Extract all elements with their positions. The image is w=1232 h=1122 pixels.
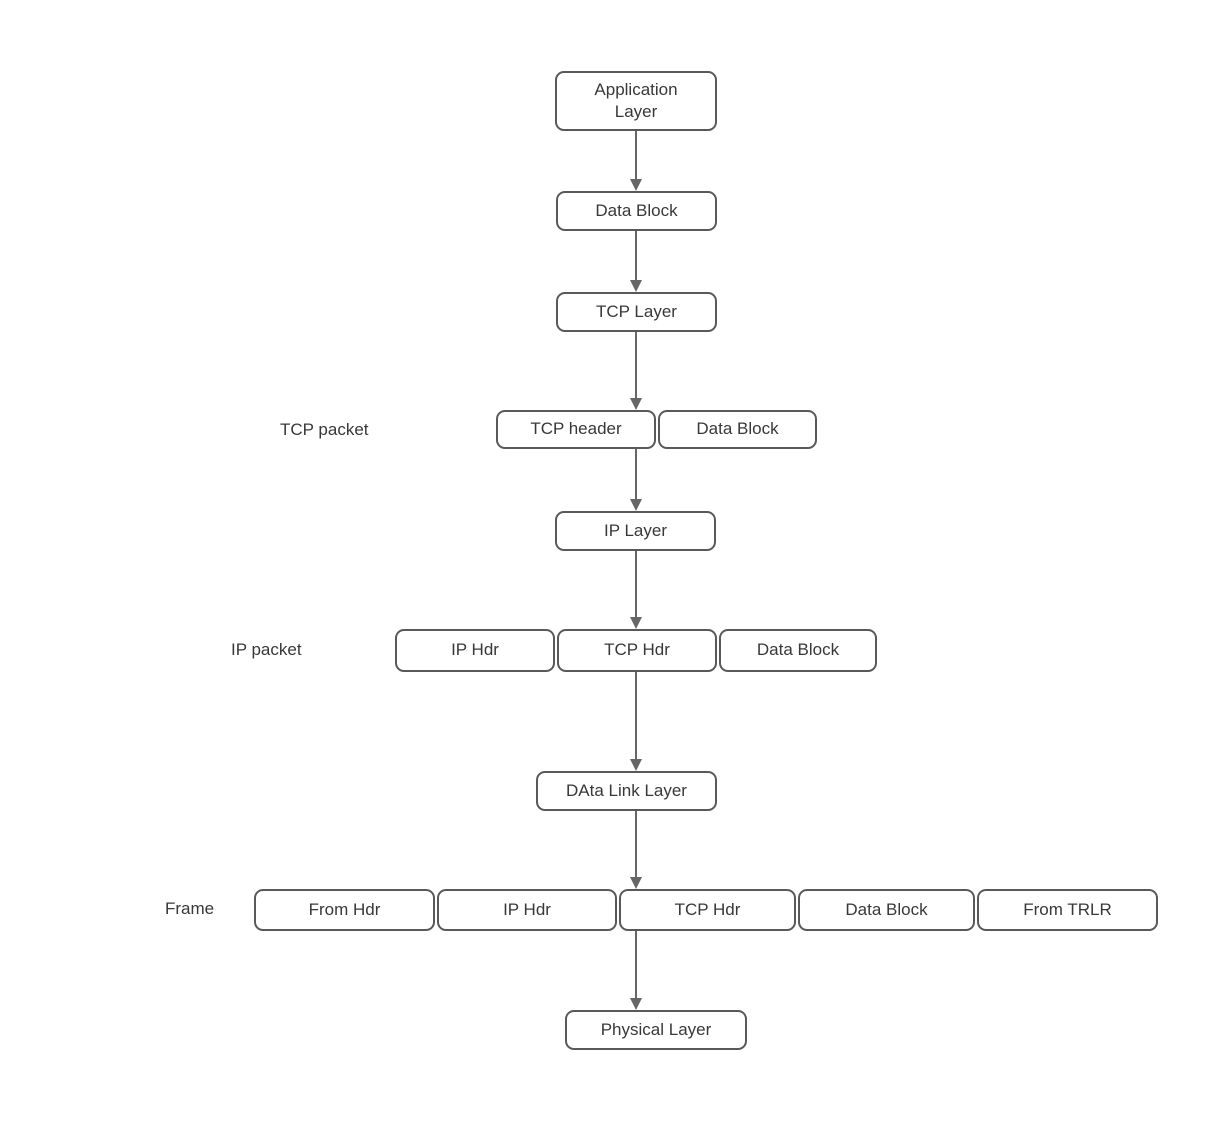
arrow-frame-to-physical [635,931,637,998]
node-tcp-packet-data-block: Data Block [658,410,817,449]
label-ip-packet: IP packet [231,640,302,659]
arrow-application-to-datablock [635,131,637,179]
label-tcp-packet: TCP packet [280,420,369,439]
label-frame: Frame [165,899,215,918]
arrow-datalink-to-frame [635,811,637,877]
arrow-tcplayer-to-tcppacket [635,332,637,398]
node-ip-hdr: IP Hdr [395,629,555,672]
arrow-ippacket-to-datalink [635,672,637,759]
node-data-link-layer: DAta Link Layer [536,771,717,811]
node-ip-layer: IP Layer [555,511,716,551]
node-ip-packet-tcp-hdr: TCP Hdr [557,629,717,672]
arrow-datablock-to-tcplayer [635,231,637,280]
node-ip-packet-data-block: Data Block [719,629,877,672]
node-tcp-header: TCP header [496,410,656,449]
node-frame-ip-hdr: IP Hdr [437,889,617,931]
arrow-tcppacket-to-iplayer [635,449,637,499]
node-frame-from-hdr: From Hdr [254,889,435,931]
node-tcp-layer: TCP Layer [556,292,717,332]
node-physical-layer: Physical Layer [565,1010,747,1050]
node-frame-tcp-hdr: TCP Hdr [619,889,796,931]
arrow-iplayer-to-ippacket [635,551,637,617]
node-data-block: Data Block [556,191,717,231]
node-frame-data-block: Data Block [798,889,975,931]
node-frame-from-trlr: From TRLR [977,889,1158,931]
node-application-layer: Application Layer [555,71,717,131]
